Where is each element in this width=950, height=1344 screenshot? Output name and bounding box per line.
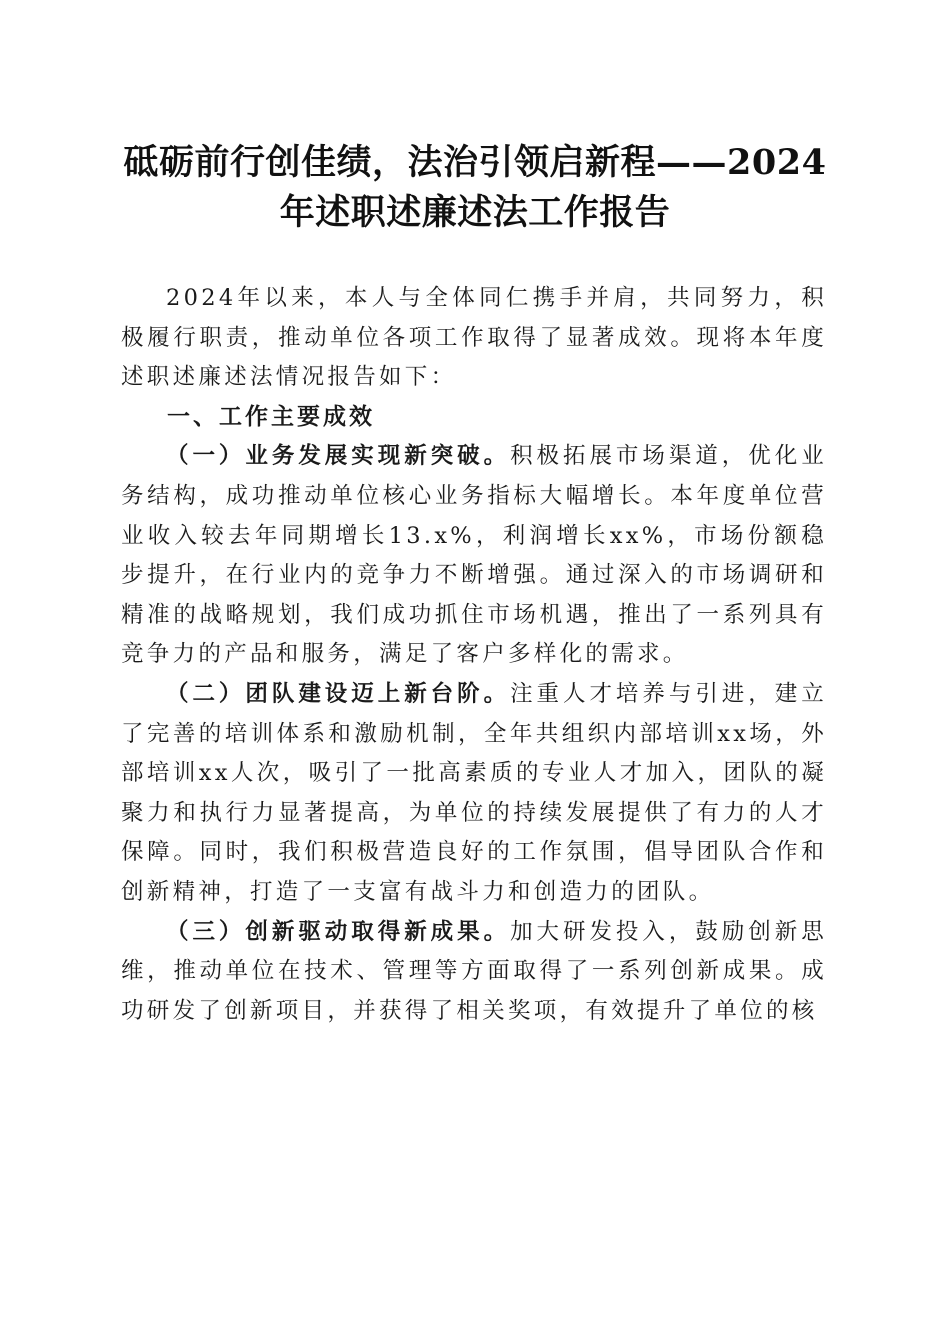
- document-title: [120, 138, 830, 238]
- document-body: [121, 279, 827, 1031]
- item-lead: （二）团队建设迈上新台阶。: [166, 680, 511, 707]
- title-line-2: 年述职述廉述法工作报告: [279, 192, 671, 233]
- intro-paragraph: 2024年以来，本人与全体同仁携手并肩，共同努力，积极履行职责，推动单位各项工作取得了显著成效。现将本年度述职述廉述法情况报告如下：: [121, 285, 827, 391]
- title-line-1: 砥砺前行创佳绩，法治引领启新程——2024: [123, 142, 827, 183]
- item-text: 加大研发投入，鼓励创新思维，推动单位在技术、管理等方面取得了一系列创新成果。成功研发了创新项目，并获得了相关奖项，有效提升了单位的核: [121, 918, 827, 1024]
- item-lead: （一）业务发展实现新突破。: [166, 443, 511, 470]
- item-text: 积极拓展市场渠道，优化业务结构，成功推动单位核心业务指标大幅增长。本年度单位营业收入较去年同期增长13.x%，利润增长xx%，市场份额稳步提升，在行业内的竞争力不断增强。通过深入的市场调研和精准的战略规划，我们成功抓住市场机遇，推出了一系列具有竞争力的产品和服务，满足了客户多样化的需求。: [121, 443, 827, 668]
- item-text: 注重人才培养与引进，建立了完善的培训体系和激励机制，全年共组织内部培训xx场，外部培训xx人次，吸引了一批高素质的专业人才加入，团队的凝聚力和执行力显著提高，为单位的持续发展提供了有力的人才保障。同时，我们积极营造良好的工作氛围，倡导团队合作和创新精神，打造了一支富有战斗力和创造力的团队。: [121, 680, 827, 905]
- item-paragraph: [121, 675, 827, 913]
- item-paragraph: [121, 913, 827, 1032]
- item-lead: （三）创新驱动取得新成果。: [166, 918, 511, 945]
- item-paragraph: [121, 437, 827, 675]
- section-heading: 一、工作主要成效: [167, 403, 375, 430]
